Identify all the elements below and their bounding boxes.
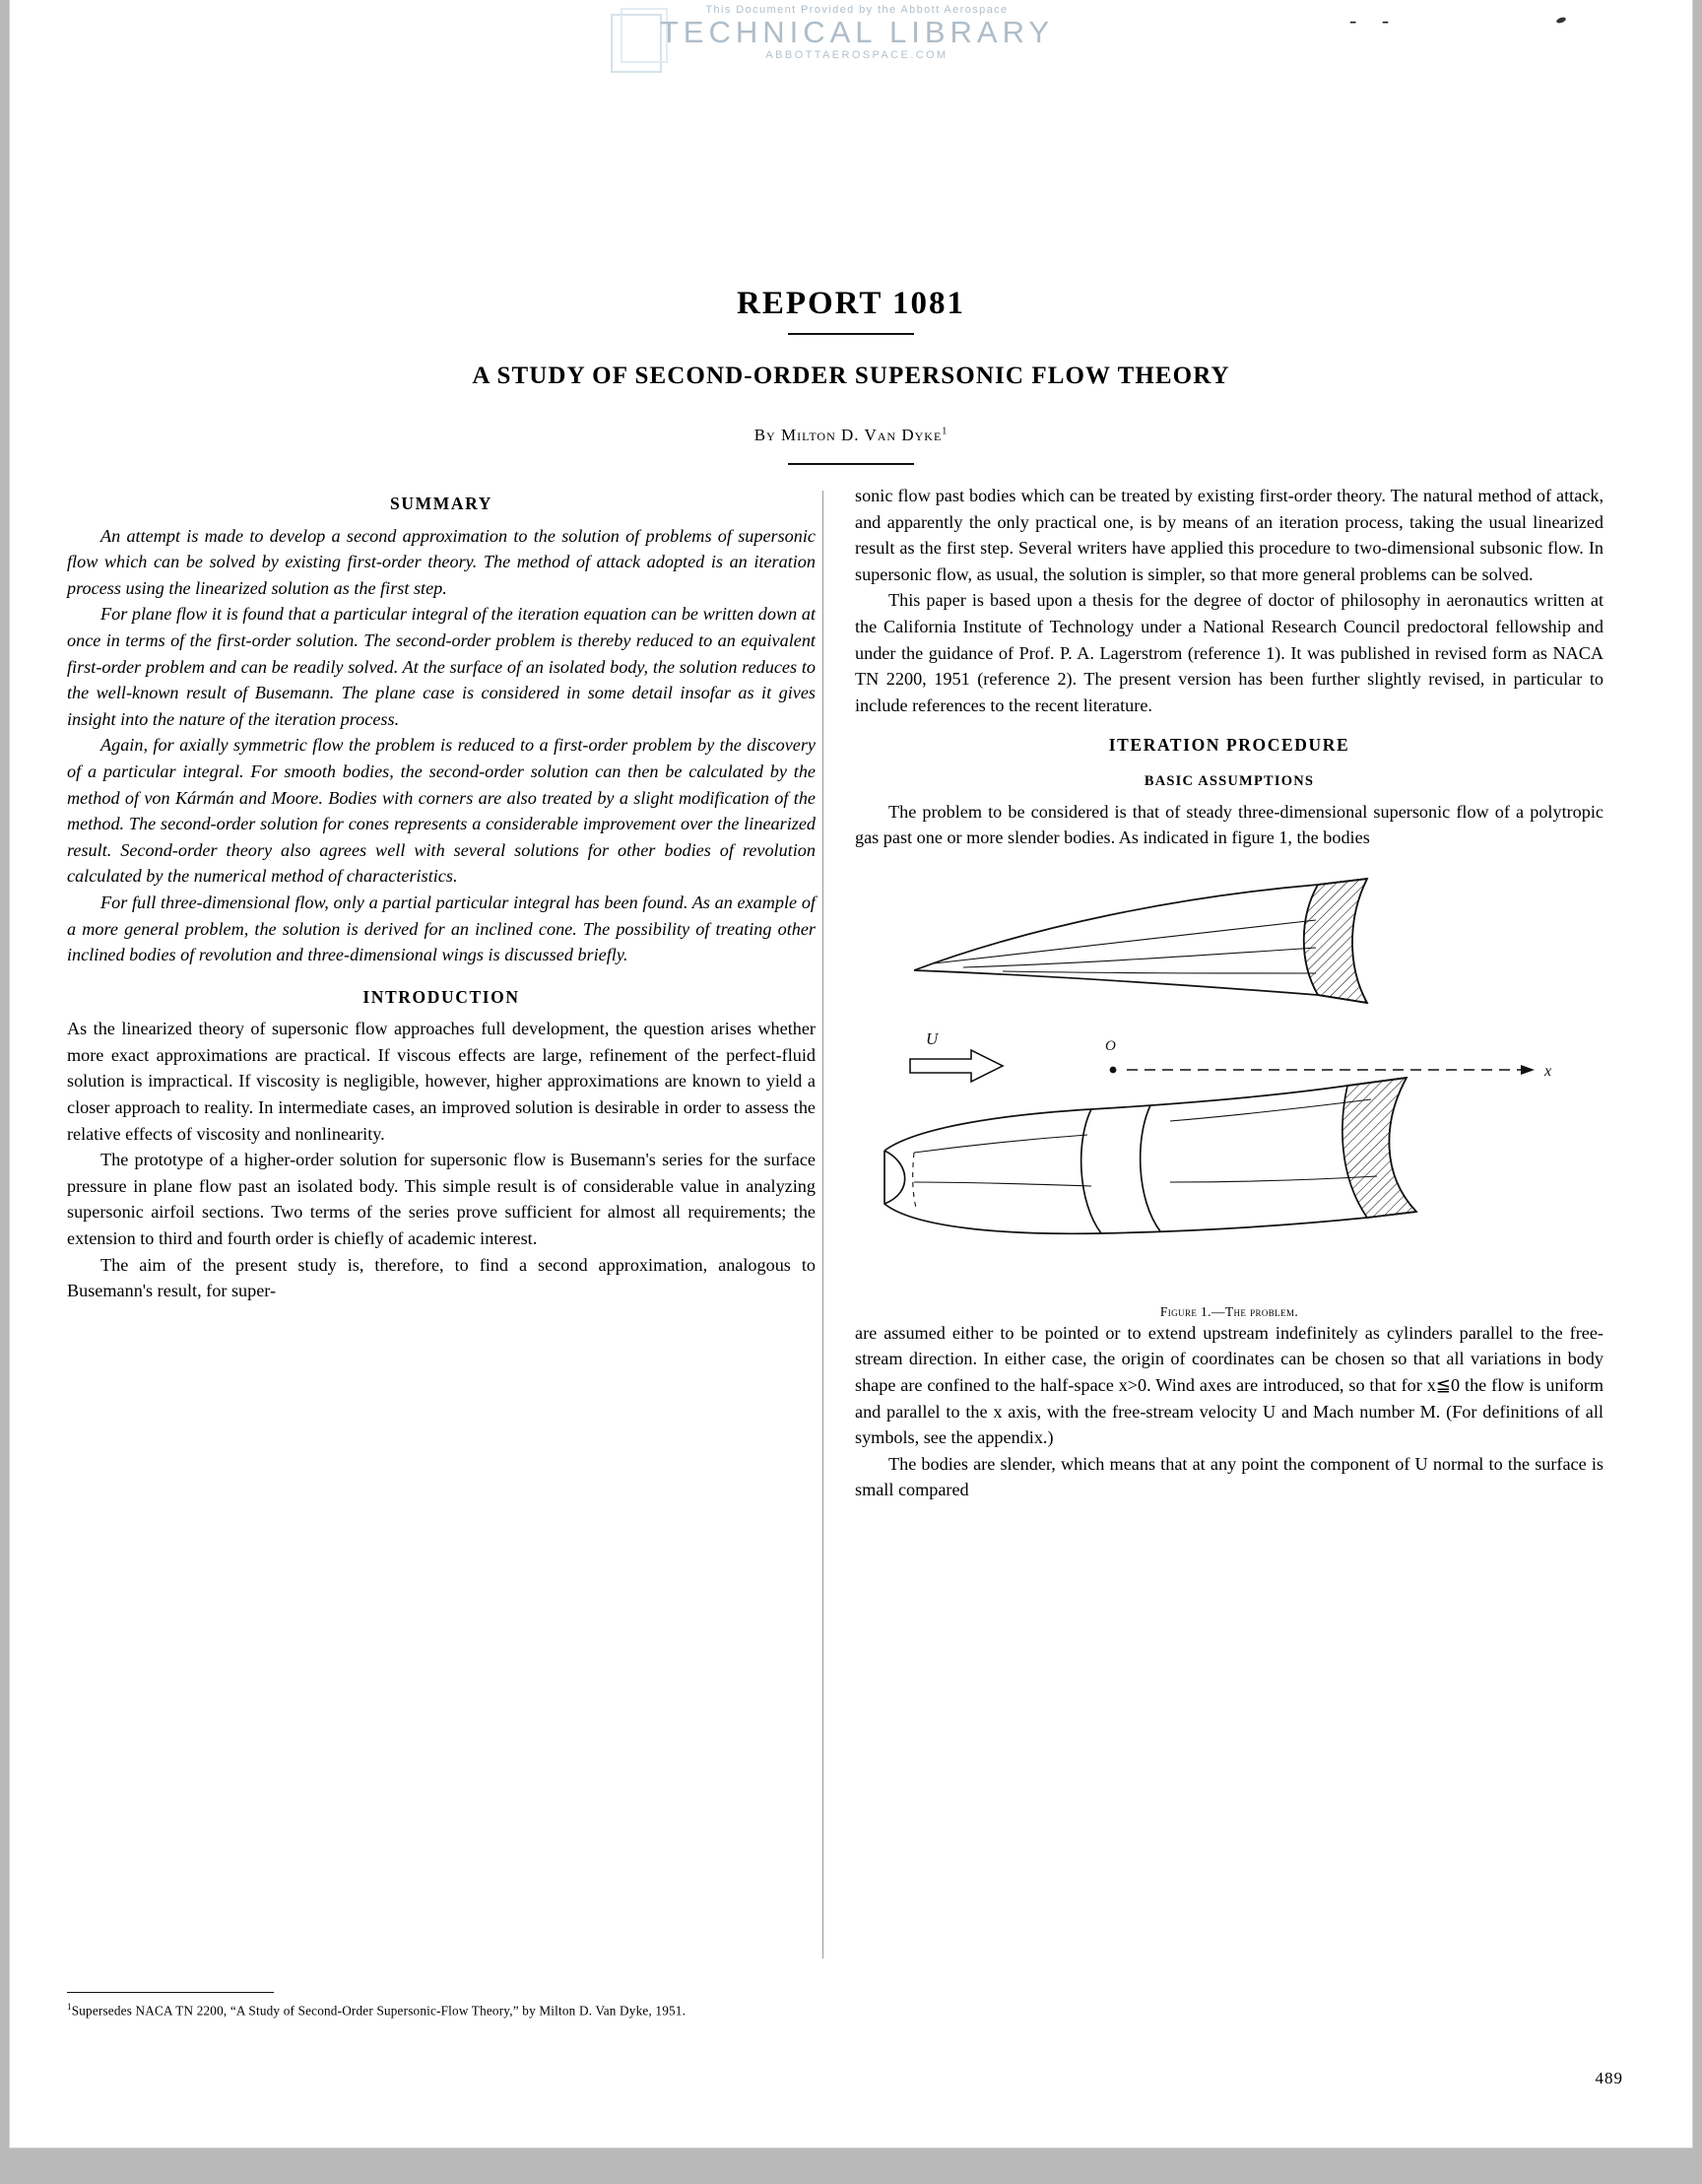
introduction-paragraph: As the linearized theory of supersonic flow approaches full development, the question arises whether more exact approximations are practical. If viscous effects are large, refinement of the perfect-fluid solution is impractical. If viscosity is negligible, however, higher approximations are known to yield a closer approach to reality. In intermediate cases, an improved solution is desirable in order to assess the relative effects of viscosity and nonlinearity.: [67, 1019, 816, 1144]
page-number: 489: [1595, 2069, 1623, 2087]
body-paragraph: The bodies are slender, which means that at any point the component of U normal to the surface is small compared: [855, 1453, 1604, 1500]
introduction-heading: INTRODUCTION: [362, 986, 520, 1007]
summary-paragraph: For full three-dimensional flow, only a partial particular integral has been found. As an example of a more general problem, the solution is derived for an inclined cone. The possibility of treating other inclined bodies of revolution and three-dimensional wings is discussed briefly.: [67, 892, 816, 965]
introduction-paragraph: The prototype of a higher-order solution for supersonic flow is Busemann's series for the surface pressure in plane flow past an isolated body. This simple result is of considerable value in analyzing supersonic airfoil sections. Two terms of the series prove sufficient for almost all requirements; the extension to third and fourth order is chiefly of academic interest.: [67, 1150, 816, 1249]
svg-text:x: x: [1544, 1062, 1552, 1080]
page-title: A STUDY OF SECOND-ORDER SUPERSONIC FLOW THEORY: [472, 363, 1230, 389]
svg-text:U: U: [926, 1028, 939, 1048]
byline: [10, 426, 1692, 445]
watermark-top-line: This Document Provided by the Abbott Aerospace: [705, 4, 1009, 16]
svg-text:O: O: [1105, 1037, 1116, 1054]
basic-assumptions-heading: BASIC ASSUMPTIONS: [1144, 772, 1315, 789]
body-paragraph: This paper is based upon a thesis for the degree of doctor of philosophy in aeronautics written at the California Institute of Technology under a National Research Council predoctoral fellowship and under the guidance of Prof. P. A. Lagerstrom (reference 1). It was published in revised form as NACA TN 2200, 1951 (reference 2). The present version has been further slightly revised, in particular to include references to the recent literature.: [855, 590, 1604, 715]
figure-1-drawing: [855, 857, 1604, 1291]
byline-footnote-marker: 1: [942, 426, 949, 437]
scan-dash-marks: - -: [1349, 8, 1400, 33]
iteration-procedure-heading: ITERATION PROCEDURE: [1108, 735, 1350, 756]
body-paragraph: sonic flow past bodies which can be treated by existing first-order theory. The natural method of attack, and apparently the only practical one, is by means of an iteration process, taking the usual linearized result as the first step. Several writers have applied this procedure to two-dimensional subsonic flow. In supersonic flow, as usual, the solution is simpler, so that more general problems can be solved.: [855, 486, 1604, 584]
watermark-subtitle: ABBOTTAEROSPACE.COM: [765, 49, 949, 61]
byline-text: By Milton D. Van Dyke: [753, 426, 943, 444]
figure-1: [855, 857, 1604, 1320]
rule-under-report-number: [788, 333, 914, 335]
right-column: [855, 483, 1604, 1503]
footnote: [67, 2002, 1150, 2019]
summary-paragraph: Again, for axially symmetric flow the problem is reduced to a first-order problem by the discovery of a particular integral. For smooth bodies, the second-order solution can then be calculated by the method of von Kármán and Moore. Bodies with corners are also treated by a slight modification of the method. The second-order solution for cones represents a considerable improvement over the linearized result. Second-order theory also agrees well with several solutions for other bodies of revolution calculated by the numerical method of characteristics.: [67, 735, 816, 887]
left-column: [67, 483, 816, 1304]
footnote-marker: 1: [67, 2002, 72, 2012]
page-sheet: [10, 0, 1692, 2148]
body-paragraph: are assumed either to be pointed or to extend upstream indefinitely as cylinders parallel to the free-stream direction. In either case, the origin of coordinates can be chosen so that all variations in body shape are confined to the half-space x>0. Wind axes are introduced, so that for x≦0 the flow is uniform and parallel to the x axis, with the free-stream velocity U and Mach number M. (For definitions of all symbols, see the appendix.): [855, 1322, 1604, 1448]
footnote-rule: [67, 1992, 274, 1993]
summary-heading: SUMMARY: [390, 494, 492, 513]
watermark-title: TECHNICAL LIBRARY: [659, 15, 1055, 49]
summary-paragraph: For plane flow it is found that a particular integral of the iteration equation can be written down at once in terms of the first-order solution. The second-order problem is thereby reduced to an equivalent first-order problem and can be readily solved. At the surface of an isolated body, the solution reduces to the well-known result of Busemann. The plane case is considered in some detail insofar as it gives insight into the nature of the iteration process.: [67, 604, 816, 729]
footnote-text: Supersedes NACA TN 2200, “A Study of Second-Order Supersonic-Flow Theory,” by Milton D. Van Dyke, 1951.: [71, 2003, 687, 2019]
introduction-paragraph: The aim of the present study is, therefore, to find a second approximation, analogous to Busemann's result, for super-: [67, 1254, 816, 1301]
report-number: REPORT 1081: [736, 286, 965, 321]
figure-1-caption: Figure 1.—The problem.: [1159, 1304, 1299, 1320]
rule-under-byline: [788, 463, 914, 465]
summary-paragraph: An attempt is made to develop a second approximation to the solution of problems of supersonic flow which can be solved by existing first-order theory. The method of attack adopted is an iteration process using the linearized solution as the first step.: [67, 525, 816, 598]
watermark: [601, 0, 1113, 91]
column-divider: [822, 491, 823, 1958]
body-paragraph: The problem to be considered is that of steady three-dimensional supersonic flow of a polytropic gas past one or more slender bodies. As indicated in figure 1, the bodies: [855, 801, 1604, 848]
